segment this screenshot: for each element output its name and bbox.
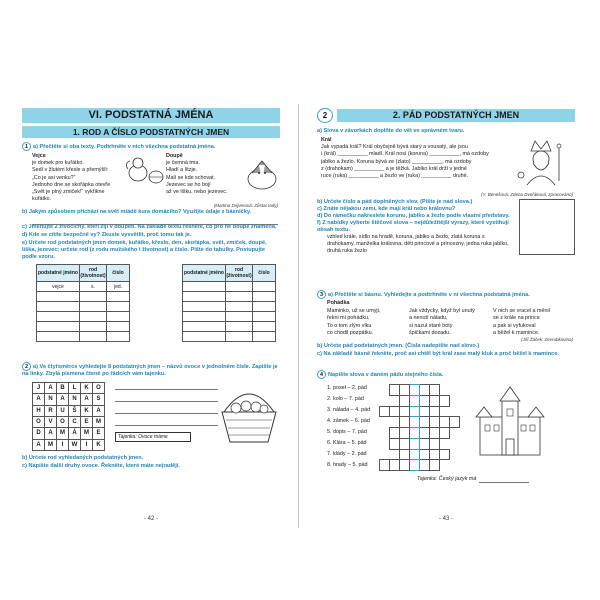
page-title: 2. PÁD PODSTATNÝCH JMEN	[337, 109, 575, 122]
crossword-cell[interactable]	[410, 438, 420, 449]
grid-letter[interactable]: S	[93, 394, 105, 405]
task-b: b) Určete rod vyhledaných podstatných jmen.	[22, 455, 144, 461]
grid-letter[interactable]: A	[81, 394, 93, 405]
poem-line: řekni mi pohádku.	[327, 315, 370, 322]
crossword-cell[interactable]	[400, 385, 410, 396]
answer-line[interactable]	[115, 394, 218, 402]
grammar-item: 7. klády – 2. pád	[327, 451, 367, 457]
task-c: c) Napište další druhy ovoce. Řekněte, které máte nejraději.	[22, 463, 180, 469]
crossword-cell[interactable]	[400, 460, 410, 471]
crossword-cell[interactable]	[390, 428, 400, 439]
poem-line: Jezevec se ho bojí	[166, 181, 211, 188]
exercise-number: 1	[22, 142, 31, 151]
crossword-cell[interactable]	[410, 428, 420, 439]
task-c: c) Znáte nějakou zemi, kde mají král nebo královnu?	[317, 206, 456, 212]
exercise-3	[313, 290, 579, 359]
crossword-cell[interactable]	[440, 417, 450, 428]
grid-letter[interactable]: W	[69, 439, 81, 450]
crossword-cell[interactable]	[430, 385, 440, 396]
crossword-cell[interactable]	[390, 460, 400, 471]
grid-letter[interactable]: M	[81, 428, 93, 439]
crossword-cell[interactable]	[420, 385, 430, 396]
crossword-cell[interactable]	[390, 438, 400, 449]
grid-letter[interactable]: M	[93, 416, 105, 427]
keyword-options: vzhled krále, sídlo na hradě, koruna, jablko a žezlo, zlatá koruna s drahokamy, manželka královna, děti princové a princezny, jedna ruka jablko, druhá ruka žezlo	[327, 234, 509, 255]
exercise-number: 2	[22, 362, 31, 371]
crossword-cell[interactable]	[430, 438, 440, 449]
text-line: ruce (ruka) __________ a žezlo ve (ruka) __________ druhé.	[321, 173, 469, 180]
exercise-4	[313, 370, 579, 483]
task-d: d) Do rámečku nakreslete korunu, jablko a žezlo podle vlastní představy.	[317, 213, 510, 219]
crossword-cell[interactable]	[440, 428, 450, 439]
example-gender: s.	[80, 282, 107, 292]
crossword-cell[interactable]	[440, 395, 450, 406]
page-number: - 43 -	[438, 516, 453, 522]
poem-line: Sedí v žlutém křesle a přemýšlí:	[32, 167, 109, 174]
poem-line: Jednoho dne se skořápka otevře	[32, 181, 111, 188]
text-line: jablko a žezlo. Koruna bývá ze (zlato) __________, má ozdoby	[321, 158, 472, 165]
page-title: VI. PODSTATNÁ JMÉNA	[22, 108, 280, 123]
crossword-cell[interactable]	[380, 460, 390, 471]
grid-letter[interactable]: V	[45, 416, 57, 427]
poem-line: V nich se vracel a měnil	[493, 308, 550, 315]
exercise-number: 4	[317, 370, 326, 379]
col-header: číslo	[107, 265, 130, 282]
crossword-cell[interactable]	[410, 406, 420, 417]
exercise-1	[18, 142, 284, 225]
poem-line: si nazul staré boty	[409, 322, 453, 329]
task-b: b) Určete pád podstatných jmen. (Čísla nadepište nad slovo.)	[317, 343, 480, 350]
crossword-cell[interactable]	[410, 395, 420, 406]
grid-letter[interactable]: A	[33, 439, 45, 450]
crossword-cell[interactable]	[430, 406, 440, 417]
poem-line: až ve lišku, nebo jezevec.	[166, 189, 228, 196]
grammar-item: 8. hrady – 5. pád	[327, 462, 368, 468]
task: Napište slova v daném pádu stejného čísla.	[328, 371, 444, 378]
crossword-cell[interactable]	[420, 395, 430, 406]
word-search-grid	[32, 382, 105, 451]
grid-letter[interactable]: U	[57, 405, 69, 416]
solution-label: Tajenka: Ovoce máme	[115, 432, 191, 442]
crossword-cell[interactable]	[420, 449, 430, 460]
gender-table-1	[36, 264, 130, 342]
col-header: rod (životnost)	[80, 265, 107, 282]
poem-title: Pohádka	[327, 300, 350, 306]
fruit-basket-illustration	[218, 382, 280, 451]
poem-line: a pak si vyfukoval	[493, 322, 536, 329]
crossword-cell[interactable]	[410, 460, 420, 471]
grid-letter[interactable]: A	[45, 428, 57, 439]
text-title: Král	[321, 137, 332, 143]
crossword-cell[interactable]	[420, 428, 430, 439]
grid-letter[interactable]: O	[33, 416, 45, 427]
grid-letter[interactable]: A	[57, 394, 69, 405]
grid-letter[interactable]: R	[45, 405, 57, 416]
crossword-cell[interactable]	[430, 449, 440, 460]
crossword-cell[interactable]	[450, 417, 460, 428]
grid-letter[interactable]: B	[57, 383, 69, 394]
exercise-1	[313, 128, 579, 256]
poem-line: Hladí a lítzje.	[166, 167, 198, 174]
grid-letter[interactable]: K	[93, 439, 105, 450]
drawing-box[interactable]	[519, 199, 575, 255]
task-b: b) Jakým způsobem přichází na svět mládě kura domácího? Využijte údaje z básničky.	[22, 209, 252, 216]
grid-letter[interactable]: I	[57, 439, 69, 450]
left-page	[18, 108, 284, 524]
section-subtitle: 1. ROD A ČÍSLO PODSTATNÝCH JMEN	[22, 126, 280, 138]
poem-doupe-title: Doupě	[166, 153, 183, 159]
crossword-cell[interactable]	[420, 460, 430, 471]
crossword-cell[interactable]	[430, 395, 440, 406]
grid-letter[interactable]: Á	[69, 428, 81, 439]
crossword-cell[interactable]	[430, 460, 440, 471]
poem-line: Jak vždycky, když byl unutý	[409, 308, 475, 315]
section-number: 2	[317, 108, 333, 123]
grid-letter[interactable]: L	[69, 383, 81, 394]
col-header: podstatné jméno	[37, 265, 80, 282]
grid-letter[interactable]: E	[81, 416, 93, 427]
poem-line: se z krále na prince	[493, 315, 540, 322]
grid-letter[interactable]: M	[45, 439, 57, 450]
king-illustration	[513, 137, 575, 192]
crossword-cell[interactable]	[400, 449, 410, 460]
col-header: číslo	[253, 265, 276, 282]
exercise-number: 3	[317, 290, 326, 299]
task-d: d) Kde se cítíte bezpečně vy? Zkuste vysvětlit, proč tomu tak je.	[22, 232, 192, 238]
poem-vejce-title: Vejce	[32, 153, 46, 159]
grid-letter[interactable]: N	[69, 394, 81, 405]
grammar-item: 4. zámek – 6. pád	[327, 418, 370, 424]
poem-line: „Svět je plný zmiček!“ vykřikne kuřátko.	[32, 189, 105, 203]
crossword-cell[interactable]	[380, 406, 390, 417]
grid-letter[interactable]: O	[93, 383, 105, 394]
crossword-cell[interactable]	[420, 406, 430, 417]
task-f: f) Z nabídky vyberte štěčové slova – nejdůležitější výrazy, které vystihují obsah textu.	[317, 220, 509, 233]
task-a: a) Ve čtyřsměrce vyhledejte 8 podstatných jmen – názvů ovoce v jednotném čísle. Zapište je na linky. Zbylá písmena čtené po řádcích vám tajenku.	[22, 363, 278, 377]
poem-line: a nenutí náladu,	[409, 315, 448, 322]
poem-line: To o tom zlým vlku	[327, 322, 372, 329]
crossword-cell[interactable]	[420, 438, 430, 449]
grid-letter[interactable]: N	[45, 394, 57, 405]
crossword-cell[interactable]	[400, 406, 410, 417]
crossword-cell[interactable]	[430, 428, 440, 439]
grid-letter[interactable]: J	[33, 383, 45, 394]
book-spine	[298, 104, 299, 528]
poem-line: Maminko, už se umyji,	[327, 308, 381, 315]
col-header: podstatné jméno	[183, 265, 226, 282]
crossword-cell[interactable]	[390, 406, 400, 417]
grid-letter[interactable]: I	[81, 439, 93, 450]
gender-table-2	[182, 264, 276, 342]
answer-line[interactable]	[115, 382, 218, 390]
grid-letter[interactable]: A	[93, 405, 105, 416]
poem-line: co chodil pozpátku.	[327, 329, 374, 336]
crossword-cell[interactable]	[400, 395, 410, 406]
grammar-item: 1. poseł – 2. pád	[327, 385, 367, 391]
task-b: b) Určete číslo a pád doplněných slov. (Pište je nad slova.)	[317, 199, 473, 205]
grid-letter[interactable]: H	[33, 405, 45, 416]
text-line: Jak vypadá král? Král obyčejně bývá starý a vousatý, ale jsou	[321, 144, 468, 151]
answer-line[interactable]	[115, 418, 218, 426]
poem-line: a běžel k mamince.	[493, 329, 540, 336]
grid-letter[interactable]: E	[93, 428, 105, 439]
castle-illustration	[470, 383, 576, 471]
badger-illustration	[244, 153, 280, 203]
source-note: (Y. Benešová: Zdena Dvořáková, zpracováno)	[481, 192, 573, 197]
source-note: (Martina Drijverová: Zůstat tady)	[213, 203, 278, 209]
task-c: c) Jmenujte 2 živočichy, kteří žijí v doupěti. Na základě textu řekněte, co pro ně doupě znamená.	[22, 224, 277, 230]
grid-letter[interactable]: A	[45, 383, 57, 394]
grammar-item: 6. Klára – 5. pád	[327, 440, 367, 446]
solution-label: Tajenka: Český jazyk má	[417, 475, 477, 482]
grammar-item: 5. dopis – 7. pád	[327, 429, 367, 435]
crossword-cell[interactable]	[400, 438, 410, 449]
grid-letter[interactable]: K	[81, 405, 93, 416]
text-line: i (král) __________ mladí. Král nosí (koruna) __________, má ozdoby	[321, 151, 489, 158]
grammar-item: 3. nálada – 4. pád	[327, 407, 371, 413]
crossword-cell[interactable]	[410, 449, 420, 460]
grammar-item: 2. kolo – 7. pád	[327, 396, 364, 402]
crossword-cell[interactable]	[410, 417, 420, 428]
grid-letter[interactable]: A	[33, 394, 45, 405]
right-page	[313, 108, 579, 524]
task-e: e) Určete rod podstatných jmen domek, kuřátko, křeslo, den, skořápka, svět, zmiček, doupě, liška, jezevec; určete rod (z rodu mužského i životnost) a číslo. Pište do tabulky. Postupujte podle vzoru.	[22, 240, 267, 260]
poem-line: je domek pro kuřátko.	[32, 160, 84, 167]
task-a: a) Přečtěte si básnu. Vyhledejte a podtrhněte v ní všechna podstatná jména.	[328, 291, 530, 298]
chick-illustration	[124, 153, 166, 203]
exercise-1-continued	[18, 224, 284, 342]
crossword-grid	[379, 384, 470, 471]
grid-letter[interactable]: C	[69, 416, 81, 427]
task-c: c) Na základě básně řekněte, proč asi chtěl být král zase malý kluk a proč běžel k mamince.	[317, 351, 559, 358]
answer-line[interactable]	[479, 475, 529, 483]
grid-letter[interactable]: D	[33, 428, 45, 439]
poem-line: špičkami dozadu.	[409, 329, 451, 336]
poem-line: je čemná tma.	[166, 160, 200, 167]
text-line: z (drahokam) __________ a je těžká. Jablko král drží v jedné	[321, 165, 467, 172]
grid-letter[interactable]: O	[57, 416, 69, 427]
crossword-cell[interactable]	[400, 417, 410, 428]
grid-letter[interactable]: M	[57, 428, 69, 439]
crossword-cell[interactable]	[390, 385, 400, 396]
poem-line: Malí se kde schovat.	[166, 174, 216, 181]
answer-line[interactable]	[115, 406, 218, 414]
exercise-2	[18, 362, 284, 471]
page-number: - 42 -	[143, 516, 158, 522]
poem-line: „Co je asi venku?“	[32, 174, 76, 181]
source-note: (Jiří Žáček: Zevrubkovina)	[520, 337, 573, 343]
crossword-cell[interactable]	[410, 385, 420, 396]
crossword-cell[interactable]	[440, 449, 450, 460]
crossword-cell[interactable]	[420, 417, 430, 428]
crossword-cell[interactable]	[400, 428, 410, 439]
task-a: a) Slova v závorkách doplňte do vět ve správném tvaru.	[317, 128, 465, 134]
crossword-cell[interactable]	[430, 417, 440, 428]
col-header: rod (životnost)	[226, 265, 253, 282]
example-number: jed.	[107, 282, 130, 292]
example-noun: vejce	[37, 282, 80, 292]
grid-letter[interactable]: K	[81, 383, 93, 394]
section-header	[317, 108, 575, 123]
grid-letter[interactable]: Š	[69, 405, 81, 416]
task-a: a) Přečtěte si oba texty. Podtrhněte v nich všechna podstatná jména.	[33, 143, 216, 150]
